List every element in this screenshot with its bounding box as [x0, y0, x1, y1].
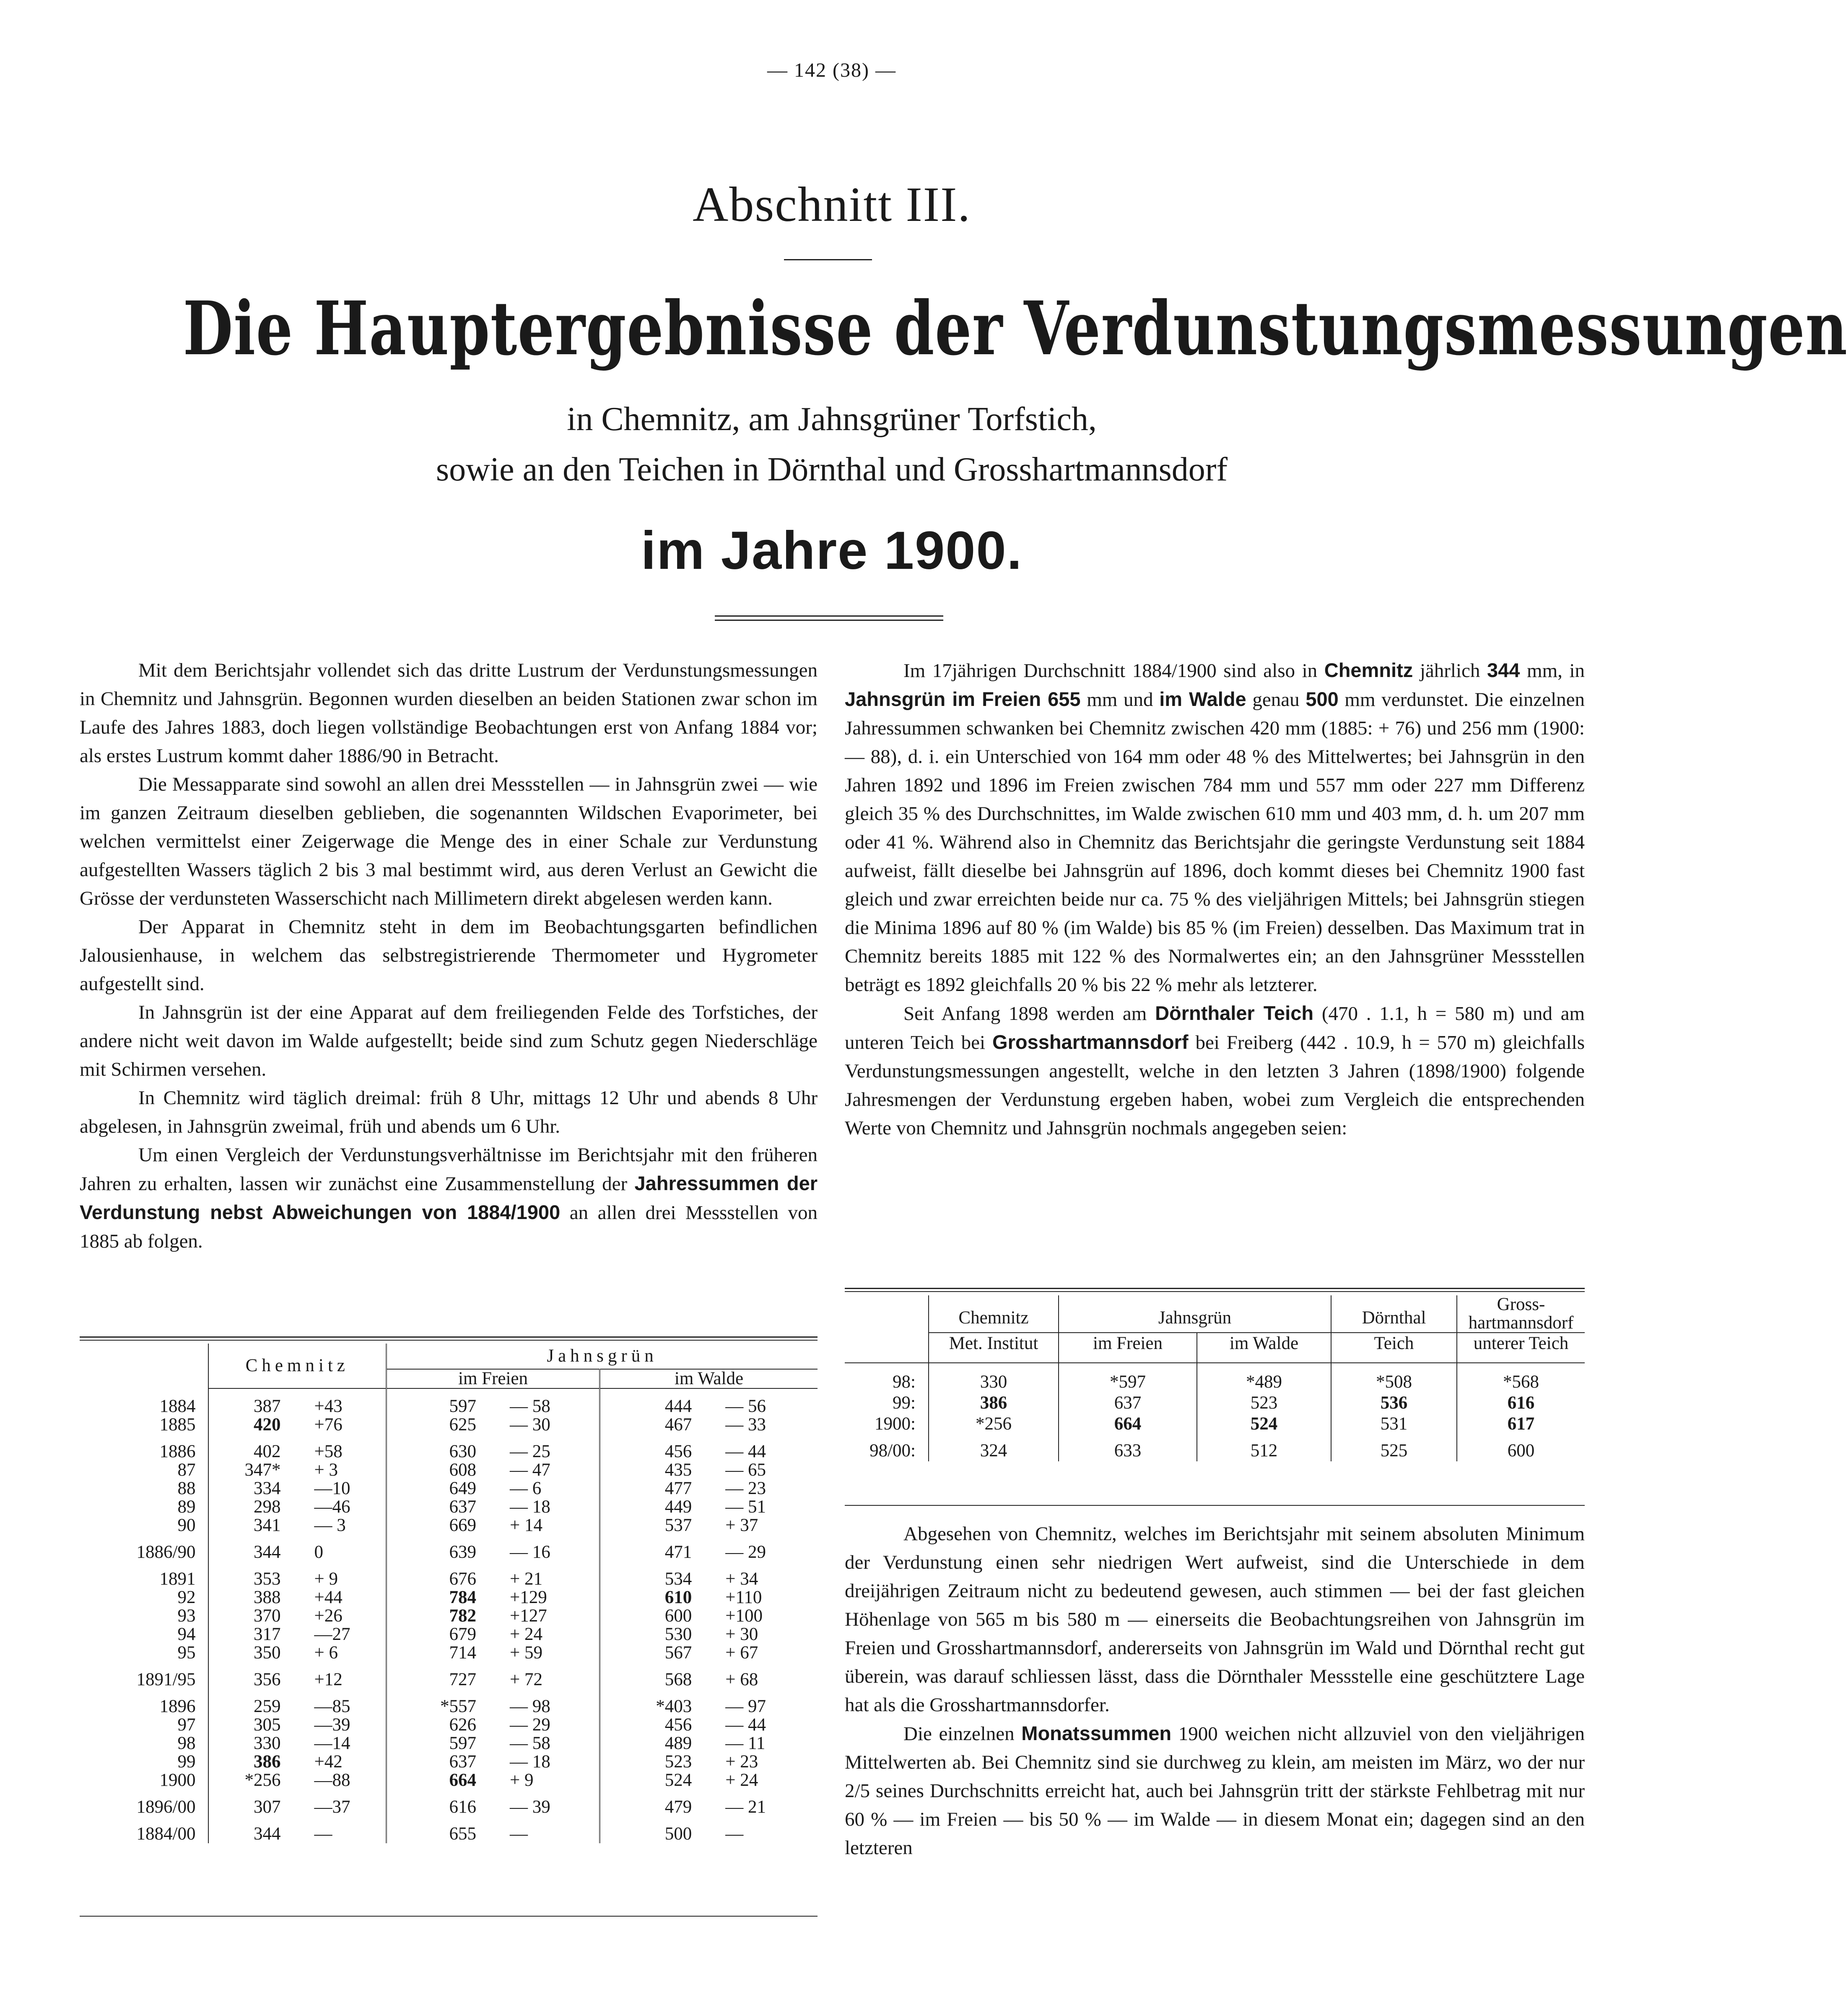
header-cell: Dörnthal	[1331, 1295, 1457, 1333]
cell-year: 92	[80, 1588, 208, 1607]
cell-f: 633	[1059, 1440, 1197, 1461]
bold-phrase: Jahressummen der Verdunstung nebst Abweichungen von 1884/1900	[80, 1172, 818, 1223]
bold-phrase: im Walde	[1159, 688, 1246, 710]
cell-chemnitz-deviation: —10	[298, 1479, 387, 1498]
table-bottom-rule	[845, 1505, 1585, 1506]
cell-year: 1885	[80, 1416, 208, 1434]
header-cell: Jahnsgrün	[1059, 1295, 1331, 1333]
cell-freien-deviation: + 72	[493, 1671, 600, 1689]
cell-chemnitz-value: 330	[254, 1733, 281, 1753]
cell-walde-deviation: — 44	[725, 1715, 766, 1735]
cell-chemnitz-deviation: —14	[298, 1734, 387, 1753]
table-row	[80, 1479, 818, 1498]
table-row	[80, 1825, 818, 1843]
cell-freien-deviation: — 6	[493, 1479, 600, 1498]
cell-chemnitz-deviation: —88	[298, 1771, 387, 1790]
paragraph	[845, 656, 1585, 999]
comparison-table	[845, 1295, 1585, 1461]
table-row	[80, 1570, 818, 1588]
cell-freien-value: 608	[449, 1460, 477, 1480]
paragraph: In Chemnitz wird täglich dreimal: früh 8 Uhr, mittags 12 Uhr und abends 8 Uhr abgelesen, in Jahnsgrün zweimal, früh und abends um 6 Uhr.	[80, 1087, 818, 1137]
text-span: Um einen Vergleich der Verdunstungsverhältnisse im Berichtsjahr mit den früheren Jahren zu erhalten, lassen wir zunächst eine Zusammenstellung der	[80, 1144, 818, 1195]
cell-year: 90	[80, 1516, 208, 1535]
bold-phrase: Chemnitz	[1324, 659, 1413, 681]
cell-chemnitz-deviation: —	[298, 1825, 387, 1843]
right-column	[845, 656, 1585, 1142]
cell-c: 330	[929, 1372, 1059, 1393]
header-cell: im Walde	[600, 1369, 818, 1388]
table-bottom-rule	[80, 1916, 818, 1917]
bold-phrase: Dörnthaler Teich	[1155, 1002, 1314, 1024]
cell-y: 98:	[845, 1372, 929, 1393]
cell-walde-deviation: + 30	[725, 1624, 758, 1644]
cell-year: 1884	[80, 1397, 208, 1416]
cell-freien-value: *557	[440, 1697, 477, 1716]
paragraph	[80, 1141, 818, 1256]
table-row	[845, 1372, 1585, 1393]
table-row	[80, 1498, 818, 1516]
text-span: 1900 weichen nicht allzuviel von den vieljährigen Mittelwerten ab. Bei Chemnitz sind sie durchweg zu klein, am meisten im März, wo der nur 2/5 seines Durchschnitts erreicht hat, auch bei Jahnsgrün tritt der stärkste Fehlbetrag mit nur 60 % — im Freien — bis 50 % — im Walde — in diesem Monat ein; dagegen sind an den letzteren	[845, 1723, 1585, 1859]
cell-freien-value: 597	[449, 1396, 477, 1416]
cell-freien-deviation: — 39	[493, 1798, 600, 1816]
cell-freien-value: 679	[449, 1624, 477, 1644]
cell-freien-deviation: —	[493, 1825, 600, 1843]
table-row	[845, 1440, 1585, 1461]
header-cell: Chemnitz	[208, 1344, 386, 1388]
cell-freien-value: 664	[449, 1770, 477, 1790]
cell-chemnitz-value: 356	[254, 1670, 281, 1689]
cell-chemnitz-value: *256	[244, 1770, 281, 1790]
cell-freien-value: 597	[449, 1733, 477, 1753]
cell-year: 97	[80, 1716, 208, 1734]
table-row	[80, 1771, 818, 1790]
cell-walde-value: 456	[664, 1715, 692, 1735]
cell-freien-value: 655	[449, 1824, 477, 1844]
table-header-row	[845, 1295, 1585, 1333]
cell-year: 98	[80, 1734, 208, 1753]
cell-freien-value: 714	[449, 1643, 477, 1663]
cell-chemnitz-deviation: —46	[298, 1498, 387, 1516]
table-row	[80, 1461, 818, 1479]
cell-walde-deviation: + 23	[725, 1752, 758, 1772]
paragraph: Mit dem Berichtsjahr vollendet sich das dritte Lustrum der Verdunstungsmessungen in Chemnitz und Jahnsgrün. Begonnen wurden dieselben an beiden Stationen zwar schon im Laufe des Jahres 1883, doch liegen vollständige Beobachtungen erst von Anfang 1884 vor; als erstes Lustrum kommt daher 1886/90 in Betracht.	[80, 659, 818, 767]
text-span: mm, in	[1527, 660, 1585, 682]
cell-year: 95	[80, 1644, 208, 1662]
cell-walde-deviation: — 65	[725, 1460, 766, 1480]
cell-chemnitz-deviation: + 6	[298, 1644, 387, 1662]
text-span: Die einzelnen	[903, 1723, 1015, 1745]
spacer-row	[845, 1435, 1585, 1440]
cell-walde-deviation: — 44	[725, 1442, 766, 1461]
cell-chemnitz-value: 350	[254, 1643, 281, 1663]
cell-freien-deviation: — 30	[493, 1416, 600, 1434]
text-span: an allen drei Messstellen von 1885 ab folgen.	[80, 1202, 818, 1252]
cell-chemnitz-value: 420	[254, 1415, 281, 1435]
table-row	[845, 1393, 1585, 1414]
left-column	[80, 656, 818, 1256]
cell-walde-deviation: — 21	[725, 1797, 766, 1817]
cell-walde-value: 477	[664, 1479, 692, 1498]
table-top-rule	[80, 1336, 818, 1338]
cell-chemnitz-deviation: +44	[298, 1588, 387, 1607]
cell-freien-deviation: + 24	[493, 1625, 600, 1644]
cell-chemnitz-deviation: +26	[298, 1607, 387, 1625]
cell-chemnitz-value: 353	[254, 1569, 281, 1589]
cell-chemnitz-value: 259	[254, 1697, 281, 1716]
cell-walde-value: 489	[664, 1733, 692, 1753]
cell-walde-value: 537	[664, 1515, 692, 1535]
cell-chemnitz-deviation: 0	[298, 1543, 387, 1562]
cell-year: 88	[80, 1479, 208, 1498]
cell-walde-value: 567	[664, 1643, 692, 1663]
header-cell: Teich	[1331, 1333, 1457, 1363]
cell-g: 616	[1507, 1393, 1535, 1413]
cell-w: 512	[1197, 1440, 1331, 1461]
cell-chemnitz-deviation: + 3	[298, 1461, 387, 1479]
header-cell: im Freien	[1059, 1333, 1197, 1363]
cell-chemnitz-deviation: + 9	[298, 1570, 387, 1588]
cell-y: 98/00:	[845, 1440, 929, 1461]
subtitle-line-2: sowie an den Teichen in Dörnthal und Grosshartmannsdorf	[436, 451, 1228, 488]
table-top-rule	[80, 1340, 818, 1341]
bold-phrase: Monatssummen	[1021, 1722, 1172, 1744]
cell-chemnitz-value: 298	[254, 1497, 281, 1517]
cell-freien-value: 625	[449, 1415, 477, 1435]
cell-freien-value: 630	[449, 1442, 477, 1461]
cell-year: 1896	[80, 1697, 208, 1716]
header-cell: Jahnsgrün	[387, 1344, 818, 1369]
spacer-row	[80, 1790, 818, 1798]
cell-chemnitz-value: 386	[254, 1752, 281, 1772]
page-number: — 142 (38) —	[767, 59, 896, 81]
cell-year: 99	[80, 1753, 208, 1771]
cell-freien-deviation: — 29	[493, 1716, 600, 1734]
cell-freien-deviation: — 16	[493, 1543, 600, 1562]
cell-d: 536	[1331, 1393, 1457, 1414]
cell-c: *256	[929, 1414, 1059, 1435]
cell-d: 525	[1331, 1440, 1457, 1461]
cell-y: 99:	[845, 1393, 929, 1414]
spacer-row	[845, 1363, 1585, 1372]
cell-chemnitz-deviation: +12	[298, 1671, 387, 1689]
cell-c: 324	[929, 1440, 1059, 1461]
cell-year: 94	[80, 1625, 208, 1644]
text-span: Seit Anfang 1898 werden am	[903, 1003, 1147, 1025]
table-header-row	[80, 1344, 818, 1369]
cell-year: 89	[80, 1498, 208, 1516]
spacer-row	[80, 1689, 818, 1697]
cell-chemnitz-value: 344	[254, 1824, 281, 1844]
cell-freien-value: 727	[449, 1670, 477, 1689]
header-cell: im Freien	[387, 1369, 600, 1388]
cell-chemnitz-value: 334	[254, 1479, 281, 1498]
cell-walde-value: 524	[664, 1770, 692, 1790]
header-cell	[80, 1344, 208, 1388]
cell-walde-deviation: — 23	[725, 1479, 766, 1498]
spacer-row	[80, 1535, 818, 1543]
table-row	[80, 1543, 818, 1562]
header-cell: Chemnitz	[929, 1295, 1059, 1333]
cell-chemnitz-value: 387	[254, 1396, 281, 1416]
cell-freien-value: 616	[449, 1797, 477, 1817]
cell-walde-deviation: — 33	[725, 1415, 766, 1435]
cell-walde-value: 467	[664, 1415, 692, 1435]
cell-walde-value: 523	[664, 1752, 692, 1772]
cell-freien-deviation: — 58	[493, 1734, 600, 1753]
cell-year: 1886	[80, 1442, 208, 1461]
cell-g: 617	[1507, 1414, 1535, 1434]
cell-w: *489	[1197, 1372, 1331, 1393]
cell-freien-value: 676	[449, 1569, 477, 1589]
cell-f: 664	[1059, 1414, 1197, 1435]
cell-freien-deviation: +127	[493, 1607, 600, 1625]
cell-year: 1896/00	[80, 1798, 208, 1816]
cell-chemnitz-deviation: +42	[298, 1753, 387, 1771]
bold-phrase: Grosshartmannsdorf	[992, 1031, 1189, 1053]
paragraph: Abgesehen von Chemnitz, welches im Berichtsjahr mit seinem absoluten Minimum der Verdunstung einen sehr niedrigen Wert aufweist, sind die Unterschiede in dem dreijährigen Zeitraum nicht zu bedeutend gewesen, auch stimmen — bei der fast gleichen Höhenlage von 565 m bis 580 m — einerseits die Beobachtungsreihen von Jahnsgrün im Freien und Grosshartmannsdorf, andererseits von Jahnsgrün im Wald und Dörnthal recht gut überein, was darauf schliessen lässt, dass die Dörnthaler Messstelle eine geschütztere Lage hat als die Grosshartmannsdorfer.	[845, 1523, 1585, 1716]
text-span: (470 . 1.1, h = 580 m) und am unteren Teich bei	[845, 1003, 1585, 1053]
cell-walde-value: 435	[664, 1460, 692, 1480]
cell-freien-deviation: — 18	[493, 1753, 600, 1771]
table-row	[80, 1734, 818, 1753]
divider-double-top	[715, 615, 943, 617]
table-top-rule	[845, 1288, 1585, 1289]
table-top-rule	[845, 1291, 1585, 1292]
cell-chemnitz-deviation: —27	[298, 1625, 387, 1644]
cell-chemnitz-deviation: +76	[298, 1416, 387, 1434]
text-span: genau	[1252, 689, 1300, 711]
cell-chemnitz-value: 344	[254, 1542, 281, 1562]
cell-f: 637	[1059, 1393, 1197, 1414]
table-row	[80, 1671, 818, 1689]
cell-walde-value: 449	[664, 1497, 692, 1517]
cell-d: *508	[1331, 1372, 1457, 1393]
paragraph	[845, 1719, 1585, 1862]
cell-w: 523	[1197, 1393, 1331, 1414]
cell-year: 87	[80, 1461, 208, 1479]
cell-walde-value: 456	[664, 1442, 692, 1461]
annual-sums-table	[80, 1344, 818, 1843]
cell-walde-deviation: — 11	[725, 1733, 766, 1753]
table-row	[80, 1397, 818, 1416]
cell-chemnitz-deviation: +43	[298, 1397, 387, 1416]
cell-walde-deviation: + 37	[725, 1515, 758, 1535]
page-title: Die Hauptergebnisse der Verdunstungsmessungen	[183, 285, 1848, 372]
cell-freien-deviation: + 21	[493, 1570, 600, 1588]
text-span: bei Freiberg (442 . 10.9, h = 570 m) gleichfalls Verdunstungsmessungen angestellt, welche in den letzten 3 Jahren (1898/1900) folgende Jahresmengen der Verdunstung ergeben haben, wobei zum Vergleich die entsprechenden Werte von Chemnitz und Jahnsgrün nochmals angegeben seien:	[845, 1032, 1585, 1139]
cell-walde-deviation: — 97	[725, 1697, 766, 1716]
text-span: mm und	[1087, 689, 1153, 711]
cell-chemnitz-deviation: +58	[298, 1442, 387, 1461]
text-span: jährlich	[1420, 660, 1480, 682]
cell-walde-value: 444	[664, 1396, 692, 1416]
paragraph: Die Messapparate sind sowohl an allen drei Messstellen — in Jahnsgrün zwei — wie im ganzen Zeitraum dieselben geblieben, die sogenannten Wildschen Evaporimeter, bei welchen vermittelst einer Zeigerwage die Menge des in einer Schale zur Verdunstung aufgestellten Wassers täglich 2 bis 3 mal bestimmt wird, aus deren Verlust an Gewicht die Grösse der verdunsteten Wasserschicht nach Millimetern direkt abgelesen werden kann.	[80, 773, 818, 909]
cell-freien-value: 669	[449, 1515, 477, 1535]
table-row	[80, 1644, 818, 1662]
cell-year: 1884/00	[80, 1825, 208, 1843]
cell-chemnitz-deviation: — 3	[298, 1516, 387, 1535]
cell-walde-value: 530	[664, 1624, 692, 1644]
cell-d: 531	[1331, 1414, 1457, 1435]
cell-freien-deviation: — 25	[493, 1442, 600, 1461]
cell-chemnitz-value: 317	[254, 1624, 281, 1644]
spacer-row	[80, 1562, 818, 1570]
cell-freien-value: 637	[449, 1497, 477, 1517]
cell-freien-deviation: +129	[493, 1588, 600, 1607]
table-subheader-row	[845, 1333, 1585, 1363]
spacer-row	[80, 1816, 818, 1825]
cell-chemnitz-value: 347*	[244, 1460, 281, 1480]
table-row	[80, 1753, 818, 1771]
cell-y: 1900:	[845, 1414, 929, 1435]
bold-phrase: Jahnsgrün im Freien 655	[845, 688, 1081, 710]
paragraph: In Jahnsgrün ist der eine Apparat auf dem freiliegenden Felde des Torfstiches, der andere nicht weit davon im Walde aufgestellt; beide sind zum Schutz gegen Niederschläge mit Schirmen versehen.	[80, 1001, 818, 1080]
cell-walde-value: 534	[664, 1569, 692, 1589]
paragraph	[845, 999, 1585, 1142]
text-span: mm verdunstet. Die einzelnen Jahressummen schwanken bei Chemnitz zwischen 420 mm (1885: + 76) und 256 mm (1900: — 88), d. i. ein Unterschied von 164 mm oder 48 % des Mittelwertes; bei Jahnsgrün in den Jahren 1892 und 1896 im Freien zwischen 784 mm und 557 mm oder 227 mm Differenz gleich 35 % des Durchschnittes, im Walde zwischen 610 mm und 403 mm, d. h. um 207 mm oder 41 %. Während also in Chemnitz das Berichtsjahr die geringste Verdunstung seit 1884 aufweist, fällt dieselbe bei Jahnsgrün auf 1896, doch kommt dieses bei Chemnitz 1900 fast gleich und zwar erreichten beide nur ca. 75 % des vieljährigen Mittels; bei Jahnsgrün stiegen die Minima 1896 auf 80 % (im Walde) bis 85 % (im Freien) desselben. Das Maximum trat in Chemnitz bereits 1885 mit 122 % des Normalwertes ein; an den Jahnsgrüner Messstellen beträgt es 1892 gleichfalls 20 % bis 22 % mehr als letzterer.	[845, 689, 1585, 996]
text-span: Im 17jährigen Durchschnitt 1884/1900 sind also in	[903, 660, 1318, 682]
cell-year: 1891	[80, 1570, 208, 1588]
table-row	[80, 1516, 818, 1535]
cell-g: 600	[1507, 1441, 1535, 1461]
year-heading: im Jahre 1900.	[641, 521, 1023, 581]
table-row	[80, 1442, 818, 1461]
cell-year: 1886/90	[80, 1543, 208, 1562]
table-row	[80, 1607, 818, 1625]
cell-walde-deviation: +100	[725, 1606, 763, 1626]
cell-walde-value: 568	[664, 1670, 692, 1689]
cell-walde-deviation: + 34	[725, 1569, 758, 1589]
cell-freien-value: 639	[449, 1542, 477, 1562]
cell-w: 524	[1197, 1414, 1331, 1435]
cell-walde-value: 610	[664, 1588, 692, 1607]
cell-freien-value: 782	[449, 1606, 477, 1626]
header-cell: Met. Institut	[929, 1333, 1059, 1363]
cell-chemnitz-value: 402	[254, 1442, 281, 1461]
cell-walde-deviation: —	[725, 1824, 744, 1844]
header-cell: Gross-hartmannsdorf	[1457, 1295, 1585, 1333]
paragraph: Der Apparat in Chemnitz steht in dem im Beobachtungsgarten befindlichen Jalousienhause, in welchem das selbstregistrierende Thermometer und Hygrometer aufgestellt sind.	[80, 916, 818, 995]
spacer	[80, 1388, 208, 1397]
cell-year: 1891/95	[80, 1671, 208, 1689]
cell-freien-deviation: + 9	[493, 1771, 600, 1790]
table-row	[80, 1416, 818, 1434]
table-body	[845, 1363, 1585, 1461]
cell-freien-value: 637	[449, 1752, 477, 1772]
spacer-row	[80, 1662, 818, 1671]
divider-double-bottom	[715, 620, 943, 621]
right-column-continued	[845, 1520, 1585, 1862]
cell-walde-deviation: + 68	[725, 1670, 758, 1689]
cell-freien-deviation: — 47	[493, 1461, 600, 1479]
cell-chemnitz-deviation: —37	[298, 1798, 387, 1816]
cell-freien-deviation: + 14	[493, 1516, 600, 1535]
table-row	[80, 1798, 818, 1816]
cell-freien-value: 626	[449, 1715, 477, 1735]
cell-walde-deviation: — 51	[725, 1497, 766, 1517]
subtitle-line-1: in Chemnitz, am Jahnsgrüner Torfstich,	[567, 401, 1097, 438]
cell-f: *597	[1059, 1372, 1197, 1393]
table-row	[80, 1716, 818, 1734]
cell-freien-deviation: — 18	[493, 1498, 600, 1516]
cell-chemnitz-deviation: —39	[298, 1716, 387, 1734]
cell-walde-value: 600	[664, 1606, 692, 1626]
cell-g: *568	[1503, 1372, 1539, 1392]
cell-freien-value: 784	[449, 1588, 477, 1607]
cell-walde-value: 479	[664, 1797, 692, 1817]
spacer-row	[80, 1434, 818, 1442]
cell-walde-value: 471	[664, 1542, 692, 1562]
cell-chemnitz-value: 307	[254, 1797, 281, 1817]
header-cell	[845, 1295, 929, 1363]
cell-walde-deviation: + 24	[725, 1770, 758, 1790]
table-row	[80, 1697, 818, 1716]
cell-chemnitz-value: 305	[254, 1715, 281, 1735]
cell-walde-deviation: + 67	[725, 1643, 758, 1663]
cell-walde-deviation: +110	[725, 1588, 762, 1607]
cell-chemnitz-deviation: —85	[298, 1697, 387, 1716]
table-row	[80, 1625, 818, 1644]
divider-short	[784, 259, 872, 260]
table-row	[80, 1588, 818, 1607]
bold-phrase: 500	[1306, 688, 1339, 710]
table-body	[80, 1397, 818, 1843]
cell-freien-deviation: — 98	[493, 1697, 600, 1716]
header-cell: unterer Teich	[1473, 1333, 1569, 1353]
cell-walde-value: *403	[656, 1697, 692, 1716]
bold-phrase: 344	[1487, 659, 1520, 681]
cell-freien-deviation: + 59	[493, 1644, 600, 1662]
cell-chemnitz-value: 341	[254, 1515, 281, 1535]
cell-freien-deviation: — 58	[493, 1397, 600, 1416]
cell-year: 1900	[80, 1771, 208, 1790]
header-cell: im Walde	[1197, 1333, 1331, 1363]
cell-walde-deviation: — 56	[725, 1396, 766, 1416]
cell-walde-value: 500	[664, 1824, 692, 1844]
section-heading: Abschnitt III.	[693, 177, 971, 232]
cell-chemnitz-value: 388	[254, 1588, 281, 1607]
cell-walde-deviation: — 29	[725, 1542, 766, 1562]
cell-chemnitz-value: 370	[254, 1606, 281, 1626]
table-row	[845, 1414, 1585, 1435]
cell-year: 93	[80, 1607, 208, 1625]
cell-c: 386	[929, 1393, 1059, 1414]
cell-freien-value: 649	[449, 1479, 477, 1498]
